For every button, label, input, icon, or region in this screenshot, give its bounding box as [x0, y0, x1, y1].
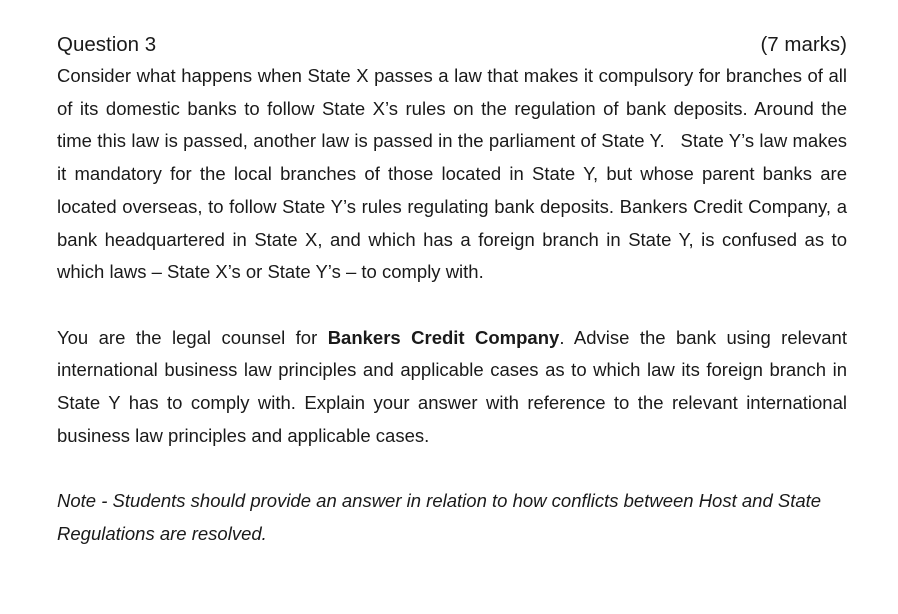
- paragraph-spacer: [57, 452, 847, 485]
- note-paragraph: Note - Students should provide an answer in relation to how conflicts between Host and State Regulations are resolved.: [57, 490, 822, 544]
- paragraph-spacer: [57, 289, 847, 322]
- task-body: . Advise the bank using relevant international business law principles and applicable cases as to which law its foreign branch in State Y has to comply with. Explain your answer with reference to the relevant international business law principles and applicable cases.: [57, 326, 847, 446]
- question-title: Question 3: [57, 33, 157, 56]
- question-document: [57, 30, 847, 551]
- task-intro: You are the legal counsel for: [57, 326, 328, 348]
- question-header: [57, 30, 847, 60]
- scenario-paragraph: Consider what happens when State X passes a law that makes it compulsory for branches of all of its domestic banks to follow State X’s rules on the regulation of bank deposits. Around the time this law is passed, another law is passed in the parliament of State Y. State Y’s law makes it mandatory for the local branches of those located in State Y, but whose parent banks are located overseas, to follow State Y’s rules regulating bank deposits. Bankers Credit Company, a bank headquartered in State X, and which has a foreign branch in State Y, is confused as to which laws – State X’s or State Y’s – to comply with.: [57, 65, 847, 283]
- question-marks: (7 marks): [760, 33, 847, 56]
- company-name: Bankers Credit Company: [327, 326, 560, 348]
- task-paragraph: [57, 322, 847, 453]
